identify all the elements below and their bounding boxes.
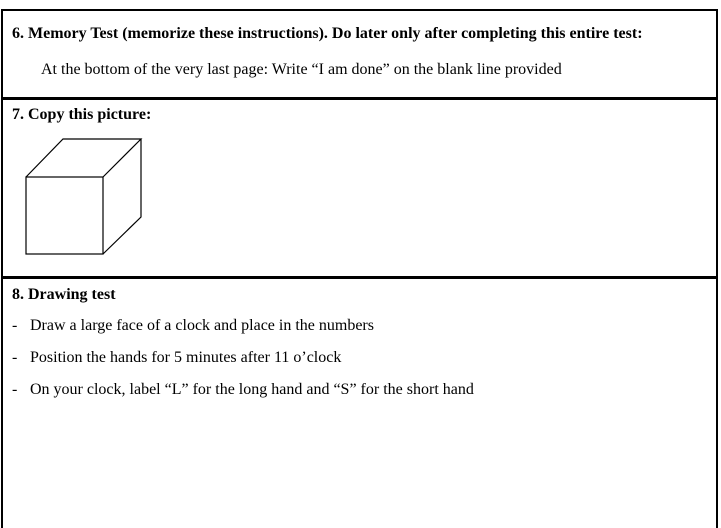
memory-test-instruction: At the bottom of the very last page: Write “I am done” on the blank line provided (41, 61, 562, 78)
memory-test-section (1, 9, 718, 100)
bullet-dash: - (12, 349, 18, 366)
cube-front-face (26, 177, 103, 254)
cube-side-face (103, 139, 141, 254)
cube-top-face (26, 139, 141, 177)
list-item-text: Draw a large face of a clock and place in the numbers (30, 317, 374, 334)
memory-test-title: 6. Memory Test (memorize these instructions). Do later only after completing this entire test: (12, 25, 643, 42)
list-item-text: Position the hands for 5 minutes after 11 o’clock (30, 349, 342, 366)
drawing-test-section (1, 278, 718, 528)
list-item (12, 381, 474, 399)
list-item (12, 349, 341, 367)
copy-picture-title: 7. Copy this picture: (12, 106, 152, 123)
bullet-dash: - (12, 381, 18, 398)
copy-picture-section (1, 99, 718, 279)
list-item-text: On your clock, label “L” for the long hand and “S” for the short hand (30, 381, 474, 398)
drawing-test-title: 8. Drawing test (12, 286, 116, 303)
bullet-dash: - (12, 317, 18, 334)
list-item (12, 317, 374, 335)
